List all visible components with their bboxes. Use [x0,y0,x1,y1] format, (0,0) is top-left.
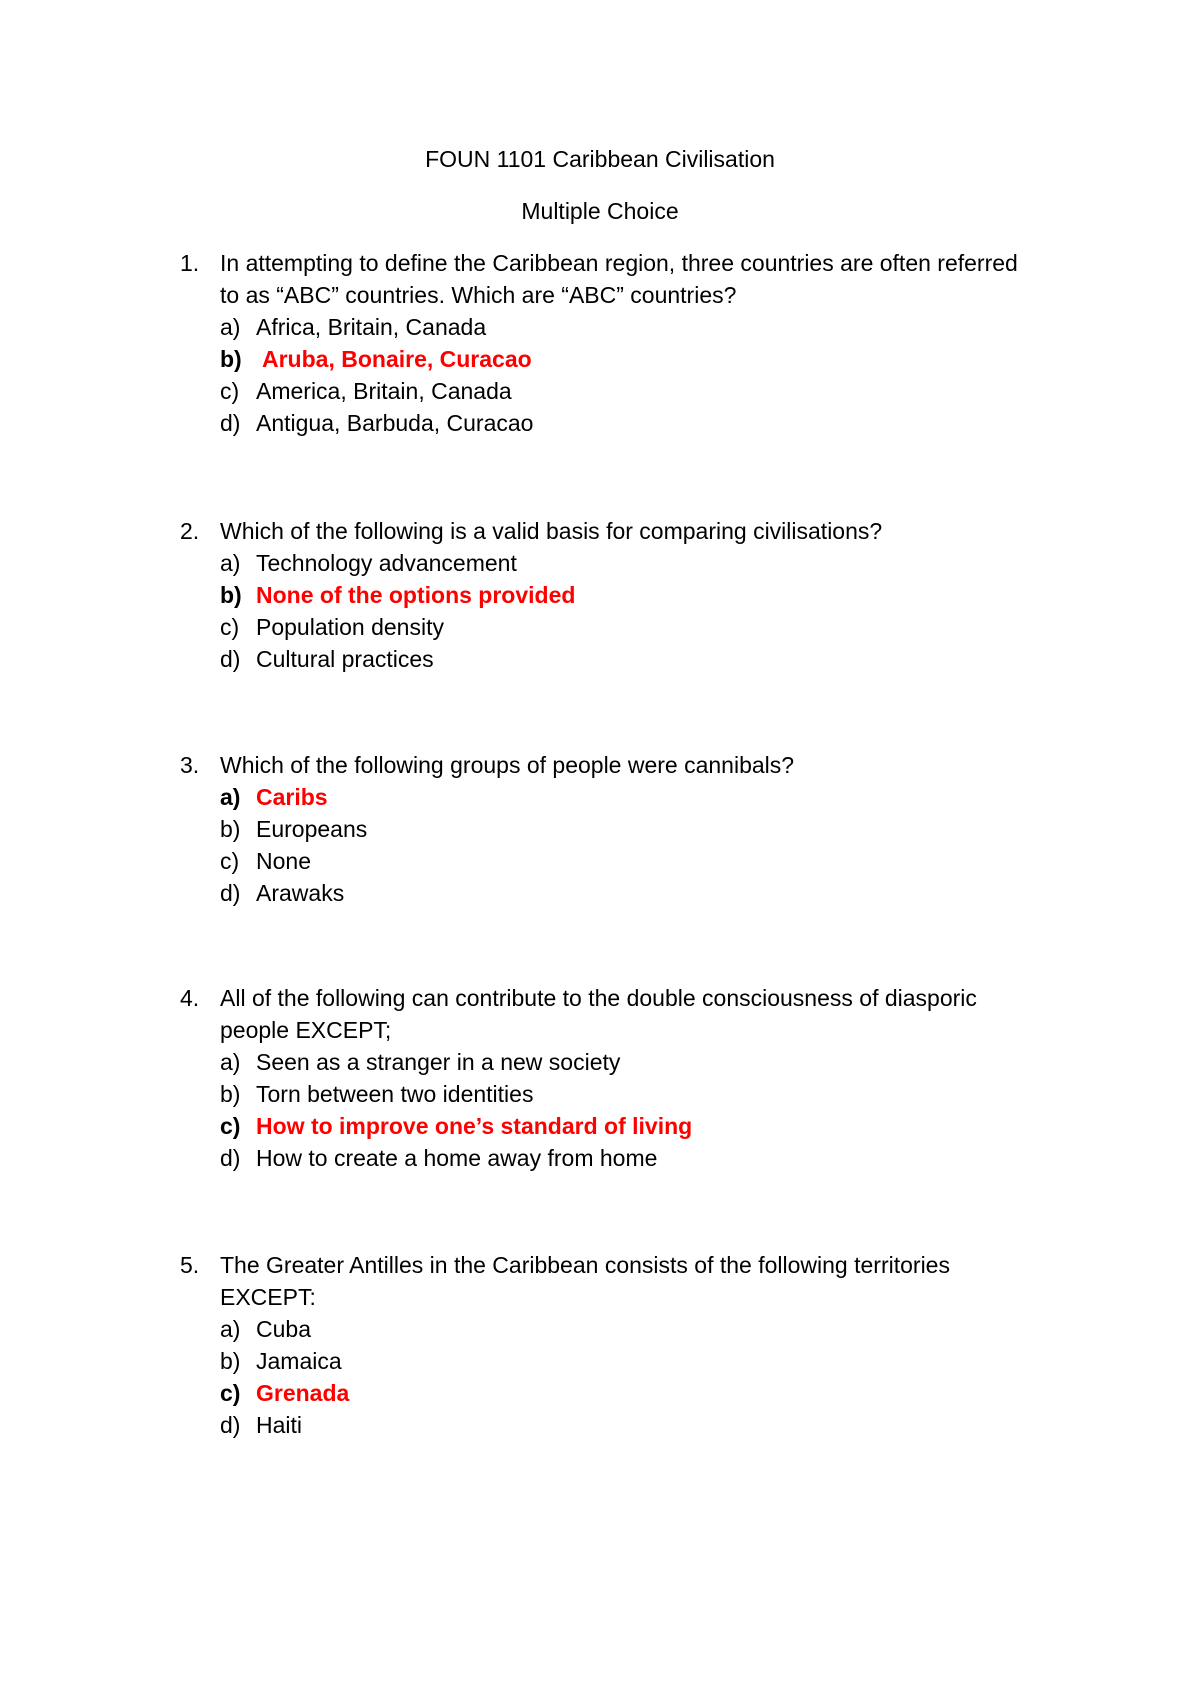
options-list [180,1046,1040,1174]
question-stem [180,247,1040,311]
option-text: How to improve one’s standard of living [256,1113,693,1139]
option-item [180,547,1040,579]
option-item [180,1046,1040,1078]
question-number: 4. [180,985,200,1011]
question-number: 3. [180,752,200,778]
option-text: Antigua, Barbuda, Curacao [256,410,534,436]
question-5 [180,1249,1040,1441]
option-item [180,375,1040,407]
option-item [180,877,1040,909]
option-text: Jamaica [256,1348,342,1374]
option-letter: b) [220,346,242,372]
option-letter: b) [220,582,242,608]
question-text: Which of the following groups of people were cannibals? [220,752,795,778]
option-text: Torn between two identities [256,1081,534,1107]
option-item [180,1078,1040,1110]
option-letter: b) [220,1348,241,1374]
option-item [180,643,1040,675]
question-number: 5. [180,1252,200,1278]
option-letter: d) [220,880,241,906]
options-list [180,1313,1040,1441]
question-2 [180,515,1040,675]
option-text: None [256,848,311,874]
question-stem [180,1249,1040,1313]
option-letter: c) [220,1380,241,1406]
option-text: Caribs [256,784,328,810]
question-stem [180,749,1040,781]
question-stem [180,982,1040,1046]
option-text: Haiti [256,1412,303,1438]
option-letter: d) [220,646,241,672]
option-letter: d) [220,410,241,436]
option-text: Population density [256,614,444,640]
option-text: Cultural practices [256,646,434,672]
option-item [180,813,1040,845]
option-letter: d) [220,1145,241,1171]
option-letter: d) [220,1412,241,1438]
question-number: 1. [180,250,200,276]
question-text: All of the following can contribute to the double consciousness of diasporic people EXCEPT; [220,985,977,1043]
option-letter: a) [220,550,241,576]
question-number: 2. [180,518,200,544]
option-item-marked-answer [180,343,1040,375]
option-text: Africa, Britain, Canada [256,314,487,340]
question-text: In attempting to define the Caribbean region, three countries are often referred to as “ABC” countries. Which are “ABC” countries? [220,250,1018,308]
option-item-marked-answer [180,579,1040,611]
option-text: How to create a home away from home [256,1145,658,1171]
question-stem [180,515,1040,547]
option-text: Technology advancement [256,550,517,576]
option-letter: c) [220,848,240,874]
option-item [180,611,1040,643]
option-letter: a) [220,784,241,810]
options-list [180,781,1040,909]
option-letter: a) [220,1049,241,1075]
question-1 [180,247,1040,439]
question-text: Which of the following is a valid basis for comparing civilisations? [220,518,883,544]
option-letter: b) [220,816,241,842]
question-4 [180,982,1040,1174]
course-title: FOUN 1101 Caribbean Civilisation [425,146,775,172]
option-letter: c) [220,614,240,640]
option-text: Europeans [256,816,368,842]
option-item [180,845,1040,877]
section-title: Multiple Choice [521,198,679,224]
option-item [180,311,1040,343]
option-text: Cuba [256,1316,311,1342]
option-text: Seen as a stranger in a new society [256,1049,621,1075]
option-item-marked-answer [180,781,1040,813]
option-text: America, Britain, Canada [256,378,512,404]
option-text: Aruba, Bonaire, Curacao [262,346,532,372]
option-item [180,1345,1040,1377]
option-text: Grenada [256,1380,350,1406]
option-letter: c) [220,1113,241,1139]
option-item-marked-answer [180,1110,1040,1142]
options-list [180,311,1040,439]
option-letter: a) [220,314,241,340]
option-item [180,407,1040,439]
question-3 [180,749,1040,909]
option-text: None of the options provided [256,582,576,608]
option-item [180,1142,1040,1174]
options-list [180,547,1040,675]
option-letter: b) [220,1081,241,1107]
question-text: The Greater Antilles in the Caribbean consists of the following territories EXCEPT: [220,1252,950,1310]
option-item [180,1409,1040,1441]
option-text: Arawaks [256,880,345,906]
option-letter: c) [220,378,240,404]
option-item [180,1313,1040,1345]
option-letter: a) [220,1316,241,1342]
option-item-marked-answer [180,1377,1040,1409]
